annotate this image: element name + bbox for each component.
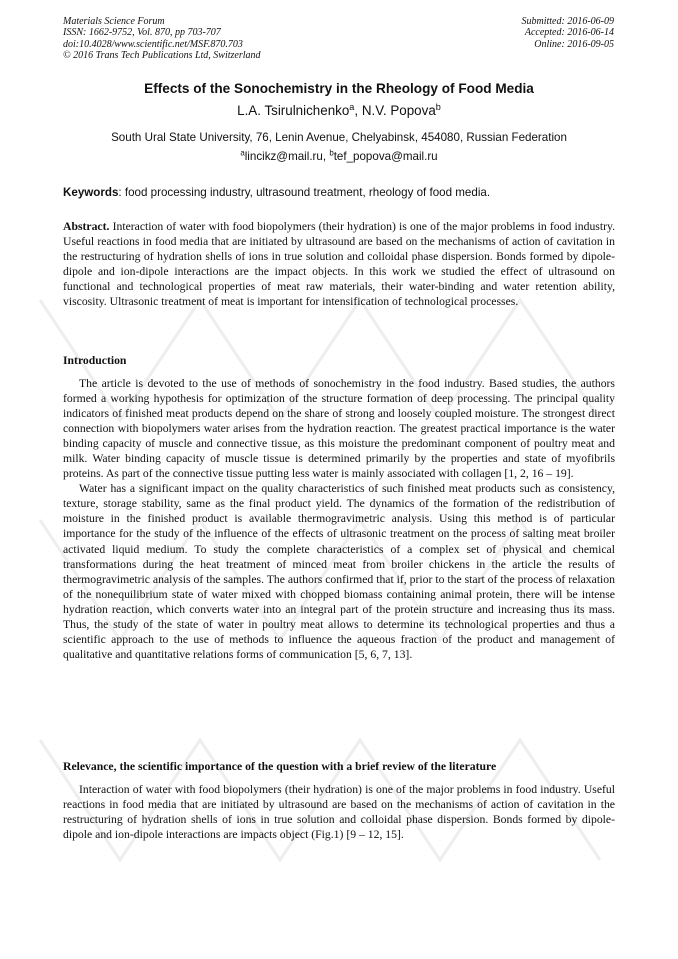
keywords-label: Keywords (63, 186, 119, 199)
author-2-sup: b (435, 102, 441, 112)
paper-title: Effects of the Sonochemistry in the Rheology of Food Media (144, 81, 534, 96)
keywords-text: : food processing industry, ultrasound treatment, rheology of food media. (118, 186, 491, 199)
introduction-paragraph-2: Water has a significant impact on the quality characteristics of such finished meat products such as consistency, texture, storage stability, same as the final product yield. The dynamics of the formation of the redistribution of moisture in the finished product is available thermogravimetric analysis. Using this method is of particular importance for the study of the influence of the effects of ultrasonic treatment on the process of salting meat broiler activated liquid medium. To study the complete characteristics of a complex set of physical and chemical transformations during the heat treatment of minced meat from broiler chickens in the article the results of thermogravimetric analysis of the samples. The authors confirmed that if, prior to the start of the process of relaxation of the nonequilibrium state of water mixed with chopped biomass containing animal protein, there will be intense hydration reaction, which converts water into an integral part of the protein structure and increasing thus its mass. Thus, the study of the state of water in poultry meat allows to determine its technological properties and thus a scientific approach to the use of methods to influence the aqueous fraction of the product and management of qualitative and quantitative relations forms of communication [5, 6, 7, 13]. (63, 482, 615, 661)
section-heading-introduction: Introduction (63, 354, 127, 367)
abstract (63, 219, 615, 309)
journal-header (63, 16, 261, 61)
email-1: lincikz@mail.ru (244, 150, 323, 163)
keywords (63, 186, 615, 199)
email-2: tef_popova@mail.ru (333, 150, 438, 163)
date-online: Online: 2016-09-05 (534, 38, 614, 50)
email-2-sup: b (329, 148, 334, 158)
journal-issn: ISSN: 1662-9752, Vol. 870, pp 703-707 (63, 27, 221, 39)
journal-copyright: © 2016 Trans Tech Publications Ltd, Switzerland (63, 49, 261, 61)
email-separator: , (322, 150, 330, 163)
email-1-sup: a (240, 148, 245, 158)
introduction-paragraph-1: The article is devoted to the use of methods of sonochemistry in the food industry. Based studies, the authors formed a working hypothesis for optimization of the structure formation of deep processing. The principal quality indicators of finished meat products depend on the share of strong and loosely coupled moisture. The strongest direct connection with biopolymers water arises from the hydration reaction. The greatest practical importance is the water binding capacity of muscle and connective tissue, as this moisture the predominant component of poultry meat and milk. Water binding capacity of muscle tissue is determined primarily by the properties and state of myofibrils proteins. As part of the connective tissue putting less water is mainly associated with collagen [1, 2, 16 – 19]. (63, 377, 615, 481)
section-heading-relevance: Relevance, the scientific importance of the question with a brief review of the literature (63, 760, 497, 773)
author-1: L.A. Tsirulnichenko (237, 103, 350, 118)
relevance-paragraph-1: Interaction of water with food biopolymers (their hydration) is one of the major problems in food industry. Useful reactions in food media that are initiated by ultrasound are based on the mechanisms of action of cavitation in the restructuring of hydration shells of ions in true solution and colloidal phase dispersion. Bonds formed by dipole-dipole and ion-dipole interactions are impacts object (Fig.1) [9 – 12, 15]. (63, 783, 615, 842)
author-separator: , (354, 103, 362, 118)
date-submitted: Submitted: 2016-06-09 (521, 16, 614, 27)
author-1-sup: a (349, 102, 355, 112)
date-accepted: Accepted: 2016-06-14 (524, 27, 614, 39)
dates-header (522, 16, 615, 50)
relevance-body (63, 782, 615, 842)
email-line (0, 150, 678, 163)
journal-name: Materials Science Forum (63, 16, 165, 27)
author-line (0, 103, 678, 118)
journal-doi: doi:10.4028/www.scientific.net/MSF.870.703 (63, 38, 243, 50)
affiliation: South Ural State University, 76, Lenin Avenue, Chelyabinsk, 454080, Russian Federation (111, 131, 567, 144)
abstract-label: Abstract. (63, 220, 110, 233)
introduction-body (63, 376, 615, 662)
abstract-text: Interaction of water with food biopolymers (their hydration) is one of the major problems in food industry. Useful reactions in food media that are initiated by ultrasound are based on the mechanisms of action of cavitation in the restructuring of hydration shells of ions in true solution and colloidal phase dispersion. Bonds formed by dipole-dipole and ion-dipole interactions are the impact objects. In this work we studied the effect of ultrasound on functional and technological properties of meat raw materials, their water-binding and water retention ability, viscosity. Ultrasonic treatment of meat is important for intensification of technological processes. (63, 220, 615, 309)
author-2: N.V. Popova (361, 103, 436, 118)
